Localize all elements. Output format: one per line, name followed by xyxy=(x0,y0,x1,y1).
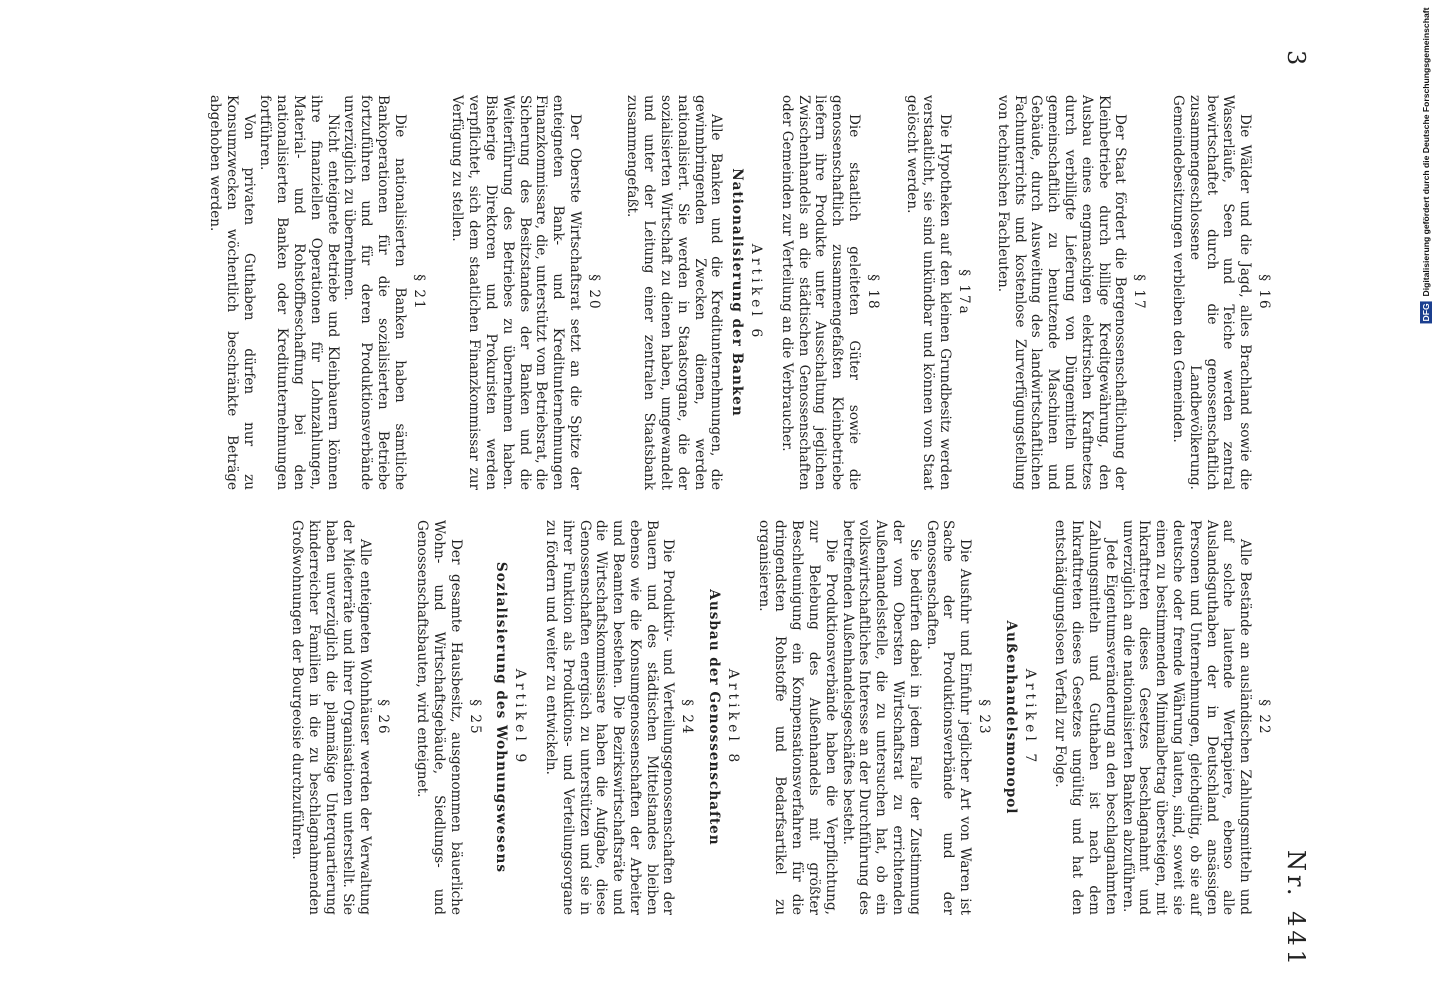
section-heading: § 25 xyxy=(466,699,483,736)
paragraph: Der Staat fördert die Bergenossenschaftlichung der Kleinbetriebe durch billige Kreditgewährung, den Ausbau eines engmaschigen elektrischen Kraftnetzes durch verbilligte Lieferung von Düngemitteln und gemeinschaftlich zu benutzende Maschinen und Gebäude, durch Ausweitung des landwirtschaftlichen Fachunterrichts und kostenlose Zurverfügungstellung von technischen Fachleuten. xyxy=(994,95,1129,490)
paragraph: Von privaten Guthaben dürfen nur zu Konsumzwecken wöchentlich beschränkte Beträge abgehoben werden. xyxy=(206,95,257,490)
paragraph: Die nationalisierten Banken haben sämtliche Bankoperationen für die sozialisierten Betriebe fortzuführen und für deren Produktionsverbände unverzüglich zu übernehmen. xyxy=(341,95,408,490)
article-title: Nationalisierung der Banken xyxy=(729,168,746,417)
dfg-logo: DFG xyxy=(1421,303,1431,322)
attribution-text: Digitalisierung gefördert durch die Deutsche Forschungsgemeinschaft xyxy=(1421,8,1431,297)
paragraph: Die Ausfuhr und Einfuhr jeglicher Art von Waren ist Sache der Produktionsverbände und der Genossenschaften. xyxy=(923,520,974,915)
right-column xyxy=(289,520,1282,915)
paragraph: Jede Eigentumsveränderung an den beschlagnahmten Zahlungsmitteln und Guthaben ist nach dem Inkrafttreten dieses Gesetzes ungültig und hat den entschädigungslosen Verfall zur Folge. xyxy=(1052,520,1119,915)
article-heading: Artikel 9 xyxy=(512,668,529,767)
paragraph: Der Oberste Wirtschaftsrat setzt an die Spitze der enteigneten Bank- und Kreditunternehmungen Finanzkommissare, die, unterstützt vom Betriebsrat, die Sicherung des Besitzstandes der Banken und die Weiterführung des Betriebes zu übernehmen haben. Bisherige Direktoren und Prokuristen werden verpflichtet, sich dem staatlichen Finanzkommissar zur Verfügung zu stellen. xyxy=(449,95,583,490)
left-column xyxy=(206,95,1282,490)
document-number: Nr. 441 xyxy=(1282,850,1310,969)
paragraph: Nicht enteignete Betriebe und Kleinbauern können ihre finanziellen Operationen für Lohnzahlungen, Material- und Rohstoffbeschaffung bei den nationalisierten Banken oder Kreditunternehmungen fortführen. xyxy=(257,95,341,490)
digitization-attribution xyxy=(1421,8,1431,323)
section-heading: § 18 xyxy=(864,274,881,311)
section-heading: § 17a xyxy=(956,269,973,316)
paragraph: Sie bedürfen dabei in jedem Falle der Zustimmung der vom Obersten Wirtschaftsrat zu errichtenden Außenhandelsstelle, die zu untersuchen hat, ob ein volkswirtschaftliches Interesse an der Durchführung des betreffenden Außenhandelsgeschäftes besteht. xyxy=(839,520,923,915)
paragraph: Die staatlich geleiteten Güter sowie die genossenschaftlich zusammengefaßten Kleinbetriebe liefern ihre Produkte unter Ausschaltung jeglichen Zwischenhandels an die städtischen Genossenschaften oder Gemeinden zur Verteilung an die Verbraucher. xyxy=(778,95,863,490)
section-heading: § 21 xyxy=(410,274,427,311)
paragraph: Alle Bestände an ausländischen Zahlungsmitteln und auf solche lautende Wertpapiere, ebenso alle Auslandsguthaben der in Deutschland ansässigen Personen und Unternehmungen, gleichgültig, ob sie auf deutsche oder fremde Währung lauten, sind, soweit sie einen zu bestimmenden Minimalbetrag übersteigen, mit Inkrafttreten dieses Gesetzes beschlagnahmt und unverzüglich an die nationalisierten Banken abzuführen. xyxy=(1119,520,1254,915)
section-heading: § 24 xyxy=(679,699,696,736)
section-heading: § 17 xyxy=(1131,274,1148,311)
section-heading: § 22 xyxy=(1256,699,1272,736)
section-heading: § 23 xyxy=(976,699,993,736)
paragraph: Die Wälder und die Jagd, alles Brachland sowie die Wasserläufe, Seen und Teiche werden zentral bewirtschaftet durch die genossenschaftlich zusammengeschlossene Landbevölkerung. Gemeindebesitzungen verbleiben den Gemeinden. xyxy=(1170,95,1254,490)
article-title: Außenhandelsmonopol xyxy=(1002,620,1019,815)
page-number: 3 xyxy=(1282,50,1310,66)
paragraph: Alle enteigneten Wohnhäuser werden der Verwaltung der Mieterräte und ihrer Organisationen unterstellt. Sie haben unverzüglich die planmäßige Unterquartierung kinderreicher Familien in die zu beschlagnahmenden Großwohnungen der Bourgeoisie durchzuführen. xyxy=(289,520,373,915)
article-title: Sozialisierung des Wohnungswesens xyxy=(493,561,510,874)
paragraph: Die Produktiv- und Verteilungsgenossenschaften der Bauern und des städtischen Mittelstandes bleiben ebenso wie die Konsumgenossenschaften der Arbeiter und Beamten bestehen. Die Bezirkswirtschaftsräte und die Wirtschaftskommissare haben die Aufgabe, diese Genossenschaften energisch zu unterstützen und sie in ihrer Funktion als Produktions- und Verteilungsorgane zu fördern und weiter zu entwickeln. xyxy=(542,520,677,915)
article-heading: Artikel 6 xyxy=(748,243,765,342)
paragraph: Alle Banken und die Kreditunternehmungen, die gewinnbringenden Zwecken dienen, werden nationalisiert. Sie werden in Staatsorgane, die der sozialisierten Wirtschaft zu dienen haben, umgewandelt und unter der Leitung einer zentralen Staatsbank zusammengefaßt. xyxy=(624,95,725,490)
section-heading: § 16 xyxy=(1256,274,1272,311)
section-heading: § 26 xyxy=(375,699,392,736)
paragraph: Die Produktionsverbände haben die Verpflichtung, zur Belebung des Außenhandels mit größter Beschleunigung ein Kompensationsverfahren für die dringendsten Rohstoffe und Bedarfsartikel zu organisieren. xyxy=(755,520,839,915)
article-heading: Artikel 8 xyxy=(724,668,741,767)
paragraph: Der gesamte Hausbesitz, ausgenommen bäuerliche Wohn- und Wirtschaftsgebäude, Siedlungs- und Genossenschaftsbauten, wird enteignet. xyxy=(414,520,464,915)
paragraph: Die Hypotheken auf den kleinen Grundbesitz werden verstaatlicht, sie sind unkündbar und können vom Staat gelöscht werden. xyxy=(903,95,954,490)
section-heading: § 20 xyxy=(585,274,602,311)
article-title: Ausbau der Genossenschaften xyxy=(706,589,723,846)
article-heading: Artikel 7 xyxy=(1021,668,1038,767)
